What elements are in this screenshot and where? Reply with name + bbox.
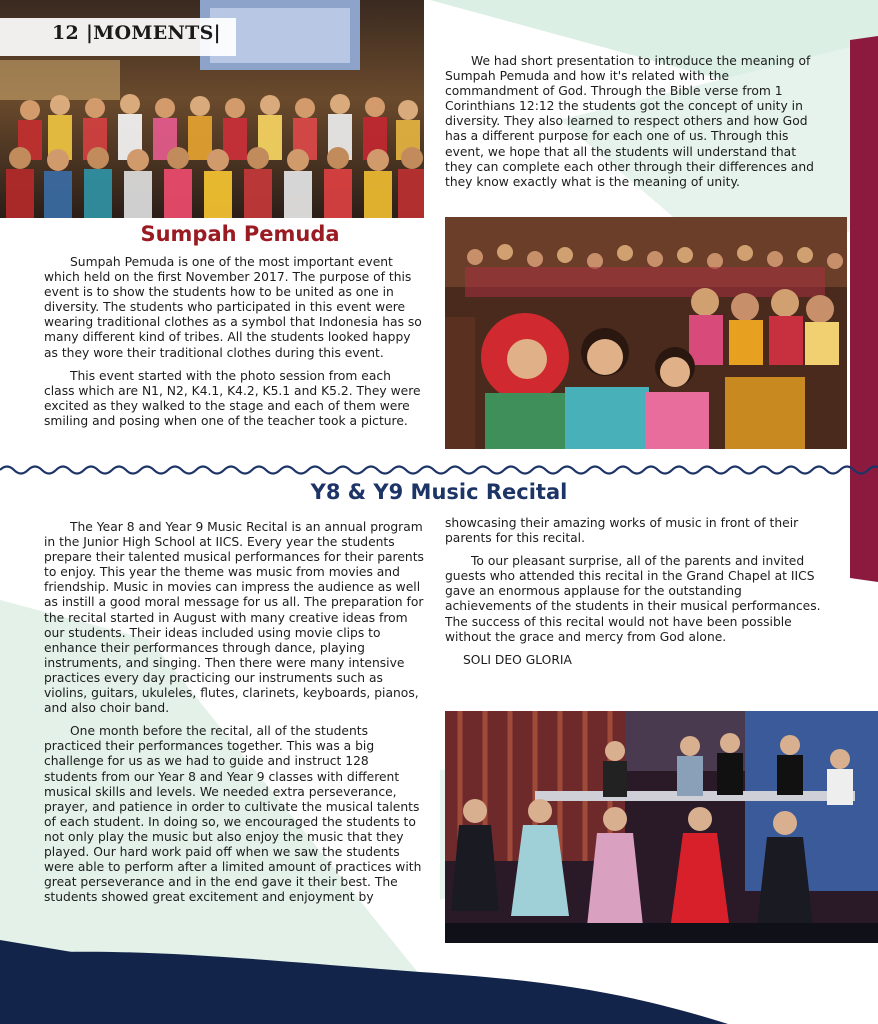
article-title-sumpah-pemuda: Sumpah Pemuda bbox=[140, 222, 340, 246]
article1-paragraph: Sumpah Pemuda is one of the most important event which held on the first November 2017. The purpose of this event is to show the students how to be united as one in diversity. The students who participated in this event were wearing traditional clothes as a symbol that Indonesia has so many different kind of tribes. All the students looked happy as they wore their traditional clothes during this event. bbox=[44, 255, 422, 360]
article1-left-column bbox=[44, 255, 425, 437]
students-seated-photo bbox=[445, 217, 847, 449]
section-name: |MOMENTS| bbox=[85, 22, 221, 44]
article2-paragraph: One month before the recital, all of the students practiced their performances together. This was a big challenge for us as we had to guide and instruct 128 students from our Year 8 and Year 9 classes with different musical skills and levels. We needed extra perseverance, prayer, and patience in order to cultivate the musical talents of each student. In doing so, we encouraged the students to not only play the music but also enjoy the music that they played. Our hard work paid off when we saw the students were able to perform after a limited amount of practices with great perseverance and in the end gave it their best. The students showed great excitement and enjoyment by bbox=[44, 724, 422, 905]
article1-paragraph: This event started with the photo session from each class which are N1, N2, K4.1, K4.2, K5.1 and K5.2. They were excited as they walked to the stage and each of them were smiling and posing when one of the teacher took a picture. bbox=[44, 368, 421, 428]
article2-continuation: showcasing their amazing works of music in front of their parents for this recital. bbox=[445, 516, 799, 546]
article1-right-column bbox=[445, 54, 823, 198]
article2-right-column bbox=[445, 516, 823, 676]
page-number: 12 bbox=[52, 22, 80, 44]
article2-paragraph: To our pleasant surprise, all of the parents and invited guests who attended this recital in the Grand Chapel at IICS gave an enormous applause for the outstanding achievements of the students in their musical performances. The success of this recital would not have been possible without the grace and mercy from God alone. bbox=[445, 554, 821, 644]
article2-left-column bbox=[44, 520, 425, 913]
article2-paragraph: The Year 8 and Year 9 Music Recital is an annual program in the Junior High School at IICS. Every year the students prepare their talented musical performances for their parents to enjoy. This year the theme was music from movies and friendship. Music in movies can impress the audience as well as instill a good moral message for us all. The preparation for the recital started in August with many creative ideas from our students. Their ideas included using movie clips to enhance their performances through dance, playing instruments, and singing. Then there were many intensive practices every day practicing our instruments such as violins, guitars, ukuleles, flutes, clarinets, keyboards, pianos, and also choir band. bbox=[44, 520, 424, 716]
wave-divider bbox=[0, 462, 878, 478]
article1-paragraph: We had short presentation to introduce the meaning of Sumpah Pemuda and how it's related with the commandment of God. Through the Bible verse from 1 Corinthians 12:12 the students got the concept of unity in diversity. They also learned to respect others and how God has a different purpose for each one of us. Through this event, we hope that all the students will understand that they can complete each other through their differences and they know exactly what is the meaning of unity. bbox=[445, 54, 814, 189]
music-recital-photo bbox=[445, 711, 878, 943]
article-title-music-recital: Y8 & Y9 Music Recital bbox=[310, 480, 568, 504]
page-header bbox=[52, 22, 221, 44]
article2-closing: SOLI DEO GLORIA bbox=[463, 652, 572, 667]
